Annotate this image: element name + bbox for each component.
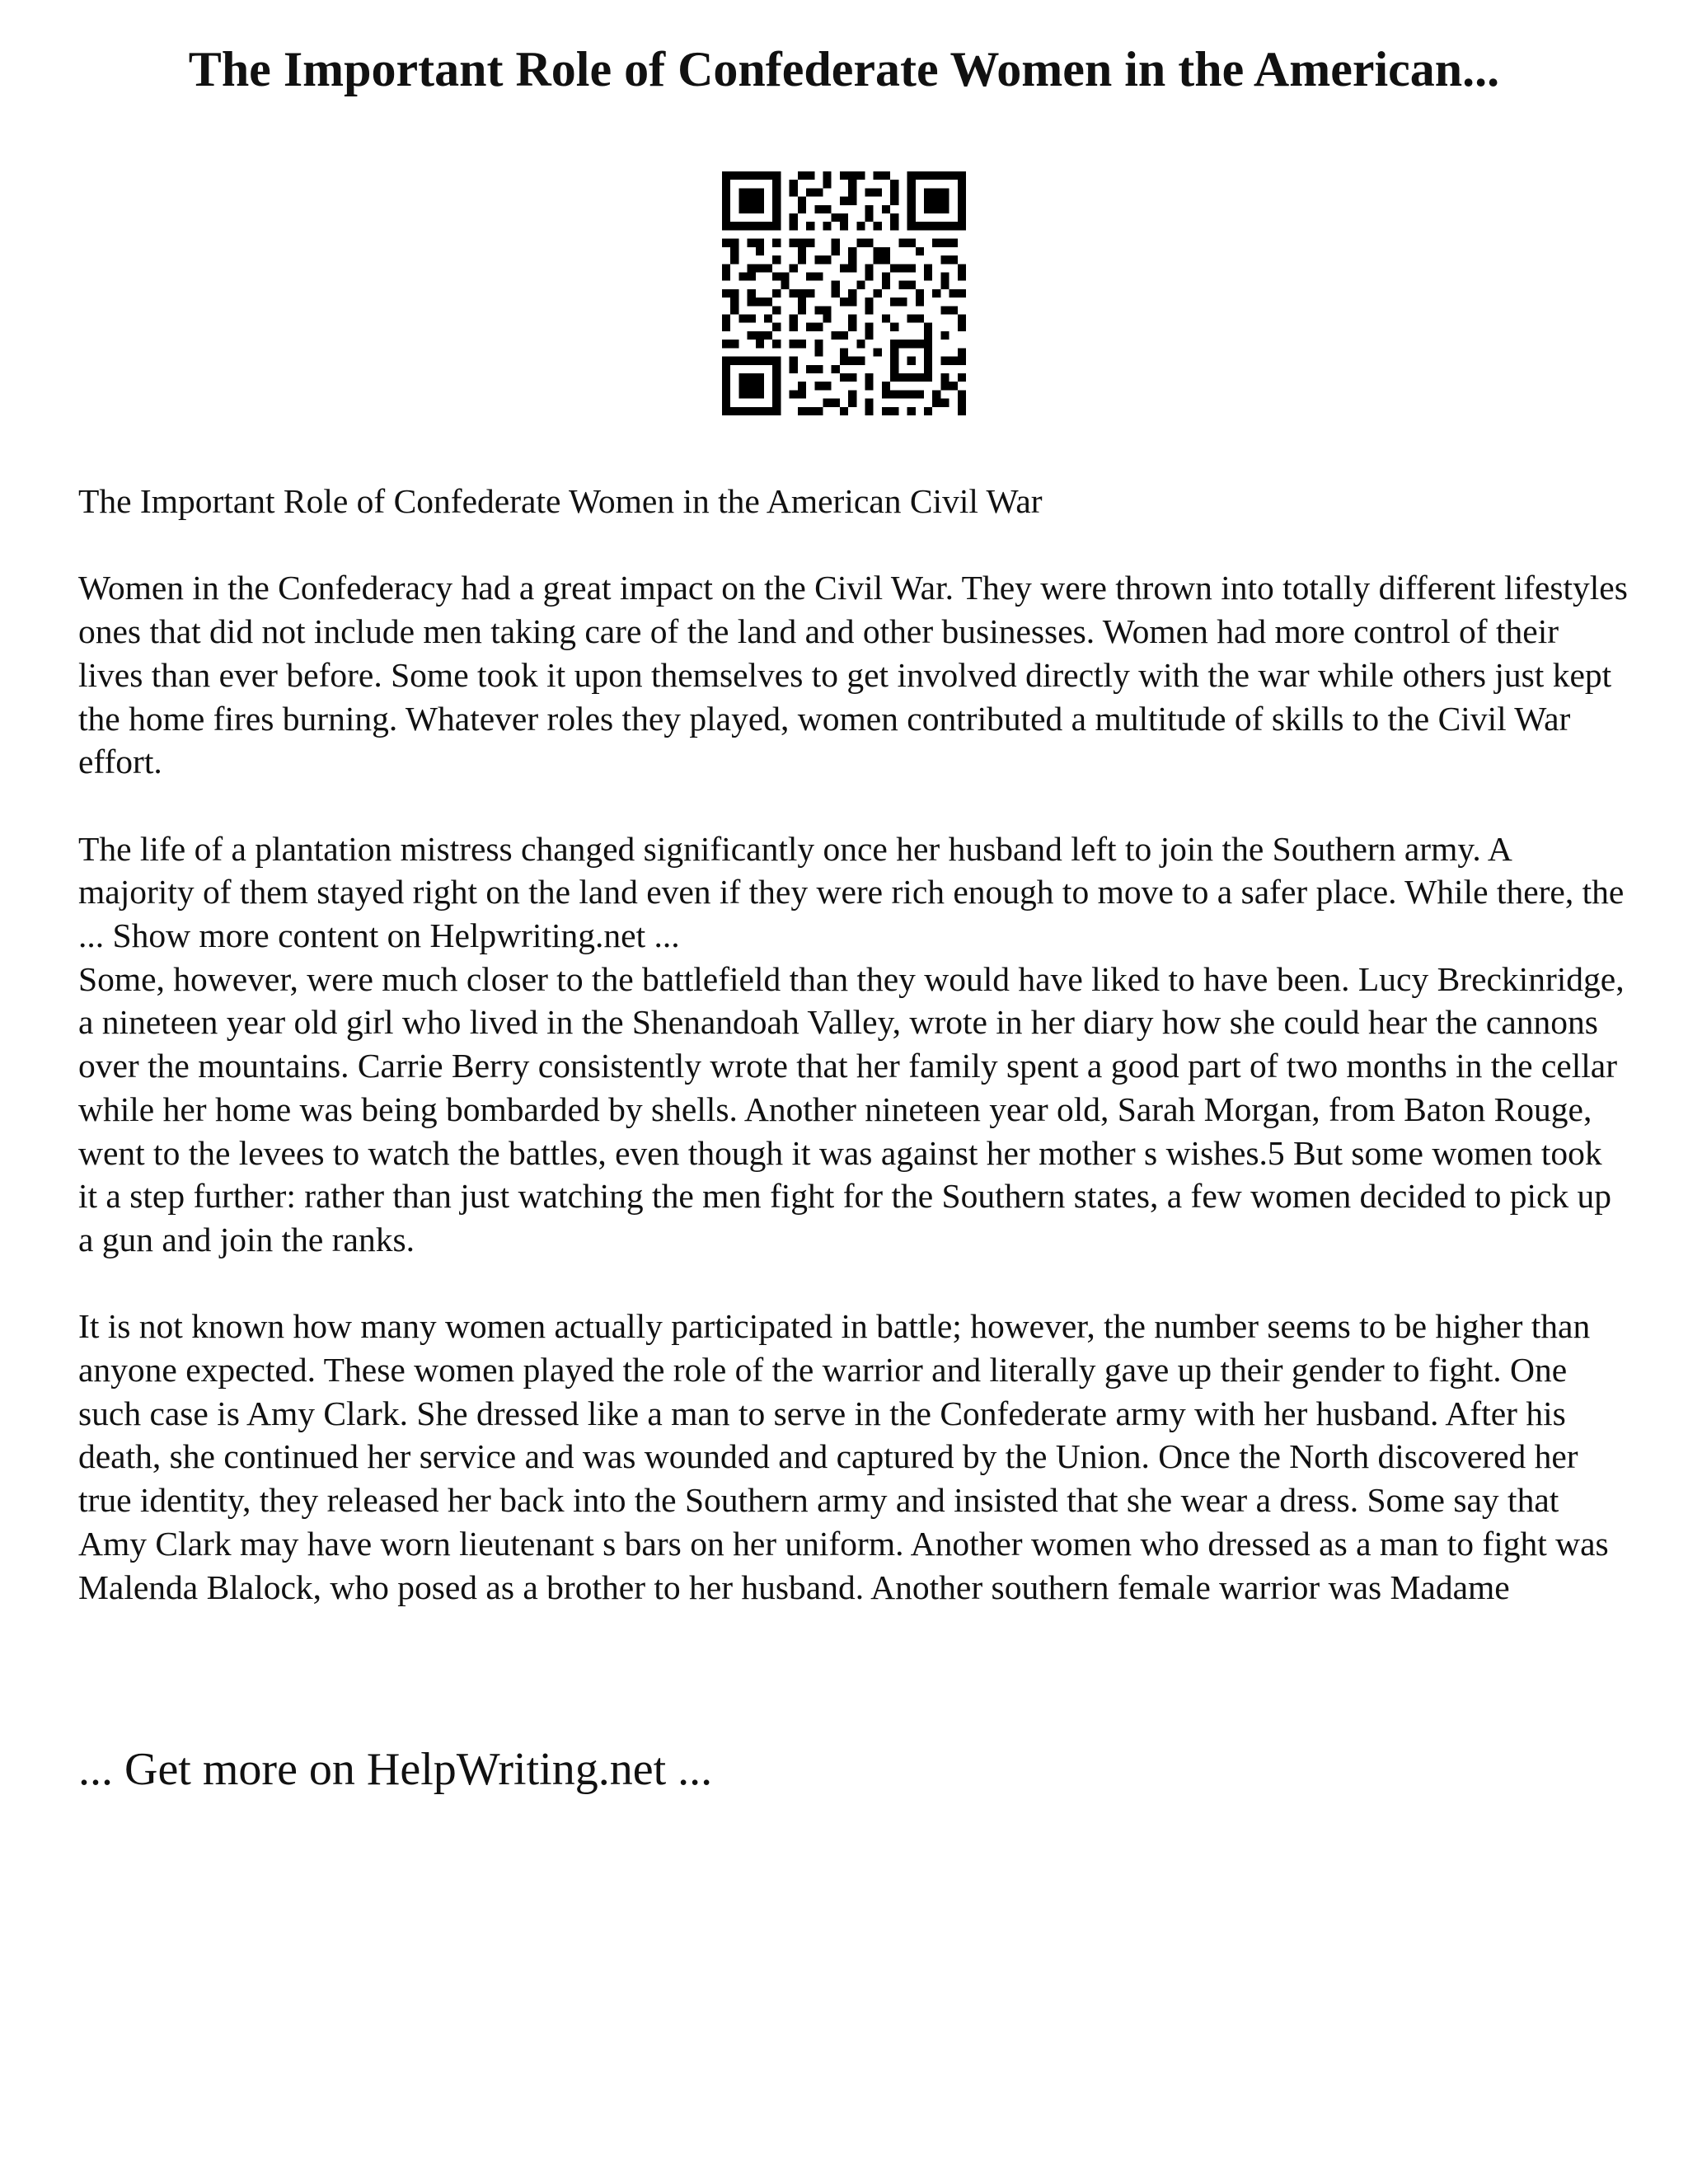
qr-code <box>722 171 966 415</box>
paragraph-4: It is not known how many women actually participated in battle; however, the number seems to be higher than anyone expected. These women played the role of the warrior and literally gave up their gender to fight. One such case is Amy Clark. She dressed like a man to serve in the Confederate army with her husband. After his death, she continued her service and was wounded and captured by the Union. Once the North discovered her true identity, they released her back into the Southern army and insisted that she wear a dress. Some say that Amy Clark may have worn lieutenant s bars on her uniform. Another women who dressed as a man to fight was Malenda Blalock, who posed as a brother to her husband. Another southern female warrior was Madame <box>78 1307 1609 1606</box>
paragraph-3: Some, however, were much closer to the battlefield than they would have liked to have been. Lucy Breckinridge, a nineteen year old girl who lived in the Shenandoah Valley, wrote in her diary how she could hear the cannons over the mountains. Carrie Berry consistently wrote that her family spent a good part of two months in the cellar while her home was being bombarded by shells. Another nineteen year old, Sarah Morgan, from Baton Rouge, went to the levees to watch the battles, even though it was against her mother s wishes.5 But some women took it a step further: rather than just watching the men fight for the Southern states, a few women decided to pick up a gun and join the ranks. <box>78 959 1625 1258</box>
paragraph-1: Women in the Confederacy had a great impact on the Civil War. They were thrown into totally different lifestyles ones that did not include men taking care of the land and other businesses. Women had more control of their lives than ever before. Some took it upon themselves to get involved directly with the war while others just kept the home fires burning. Whatever roles they played, women contributed a multitude of skills to the Civil War effort. <box>78 569 1628 781</box>
article-body <box>78 480 1628 1609</box>
paragraph-2: The life of a plantation mistress changed significantly once her husband left to join the Southern army. A majority of them stayed right on the land even if they were rich enough to move to a safer place. While there, the ... Show more content on Helpwriting.net ... <box>78 829 1625 954</box>
get-more-link[interactable]: ... Get more on HelpWriting.net ... <box>78 1744 713 1795</box>
document-title: The Important Role of Confederate Women in the American... <box>188 42 1500 96</box>
article-subtitle: The Important Role of Confederate Women in the American Civil War <box>78 482 1043 520</box>
